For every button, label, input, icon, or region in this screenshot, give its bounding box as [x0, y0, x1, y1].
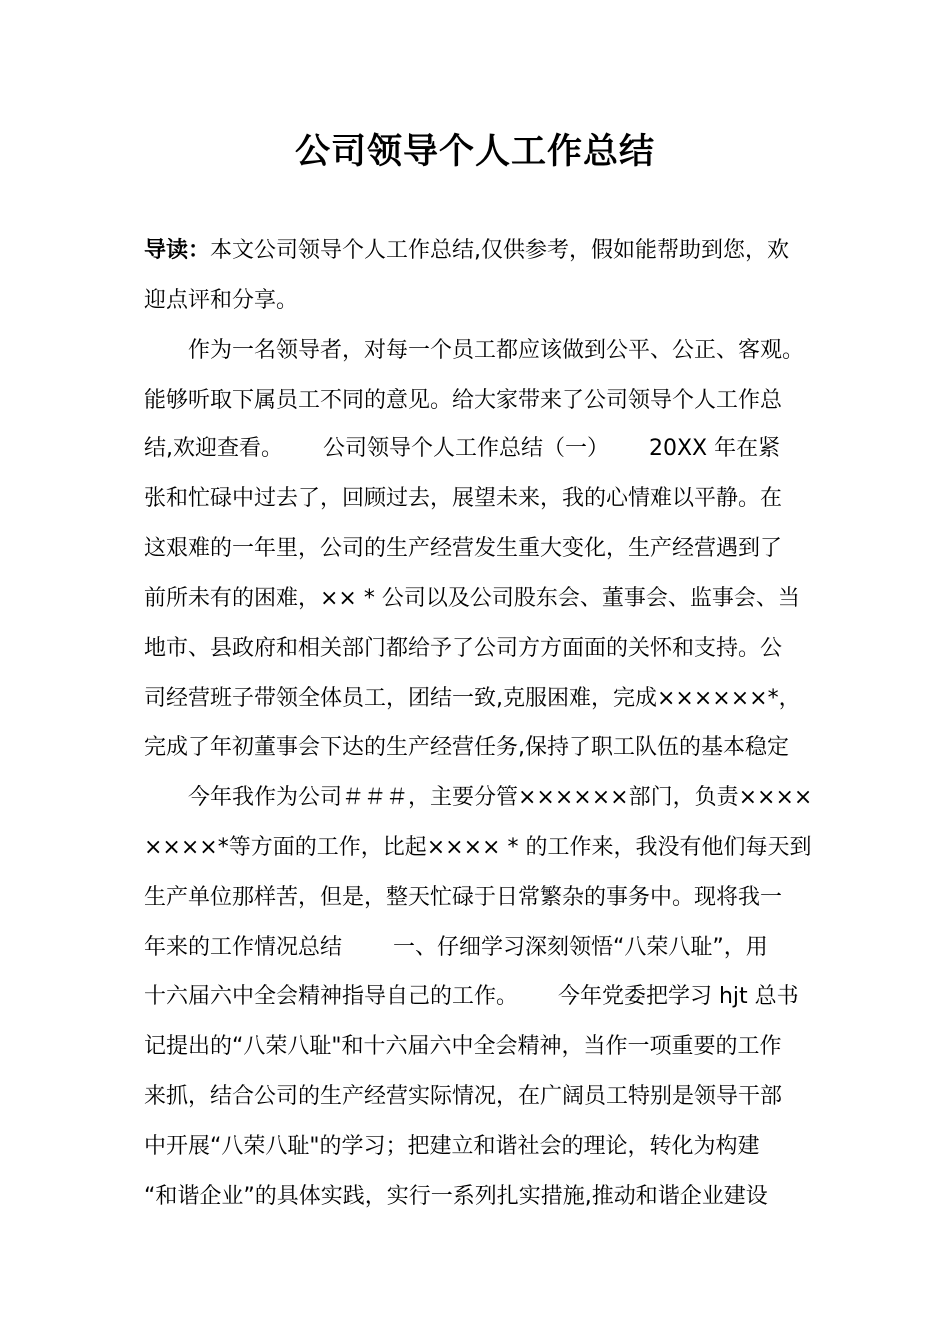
body-line: [144, 236, 789, 266]
body-line: 这艰难的一年里，公司的生产经营发生重大变化，生产经营遇到了: [144, 536, 783, 561]
lead-label: 导读：: [144, 238, 211, 263]
body-line: 作为一名领导者，对每一个员工都应该做到公平、公正、客观。: [144, 338, 805, 363]
body-line: 前所未有的困难，×× * 公司以及公司股东会、董事会、监事会、当: [144, 586, 800, 611]
body-line: 结,欢迎查看。 公司领导个人工作总结（一） 20XX 年在紧: [144, 436, 781, 461]
body-line: 地市、县政府和相关部门都给予了公司方方面面的关怀和支持。公: [144, 636, 783, 661]
body-line: 年来的工作情况总结 一、仔细学习深刻领悟“八荣八耻”，用: [144, 935, 768, 960]
body-line: 张和忙碌中过去了，回顾过去，展望未来，我的心情难以平静。在: [144, 486, 783, 511]
body-line: 中开展“八荣八耻"的学习；把建立和谐社会的理论，转化为构建: [144, 1134, 760, 1159]
body-line: 今年我作为公司＃＃＃，主要分管××××××部门，负责××××: [144, 785, 813, 810]
body-line: 来抓，结合公司的生产经营实际情况，在广阔员工特别是领导干部: [144, 1084, 783, 1109]
body-line: 生产单位那样苦，但是，整天忙碌于日常繁杂的事务中。现将我一: [144, 885, 783, 910]
lead-text: 本文公司领导个人工作总结,仅供参考，假如能帮助到您，欢: [210, 238, 790, 263]
body-line: 能够听取下属员工不同的意见。给大家带来了公司领导个人工作总: [144, 388, 783, 413]
body-line: 记提出的“八荣八耻"和十六届六中全会精神，当作一项重要的工作: [144, 1034, 782, 1059]
body-line: “和谐企业”的具体实践，实行一系列扎实措施,推动和谐企业建设: [144, 1184, 768, 1209]
body-line: ××××*等方面的工作，比起×××× * 的工作来，我没有他们每天到: [144, 835, 812, 860]
body-line: 完成了年初董事会下达的生产经营任务,保持了职工队伍的基本稳定: [144, 735, 789, 760]
body-line: 迎点评和分享。: [144, 288, 299, 313]
document-title: 公司领导个人工作总结: [294, 132, 655, 172]
body-line: 十六届六中全会精神指导自己的工作。 今年党委把学习 hjt 总书: [144, 984, 799, 1009]
body-line: 司经营班子带领全体员工，团结一致,克服困难，完成××××××*，: [144, 686, 801, 711]
